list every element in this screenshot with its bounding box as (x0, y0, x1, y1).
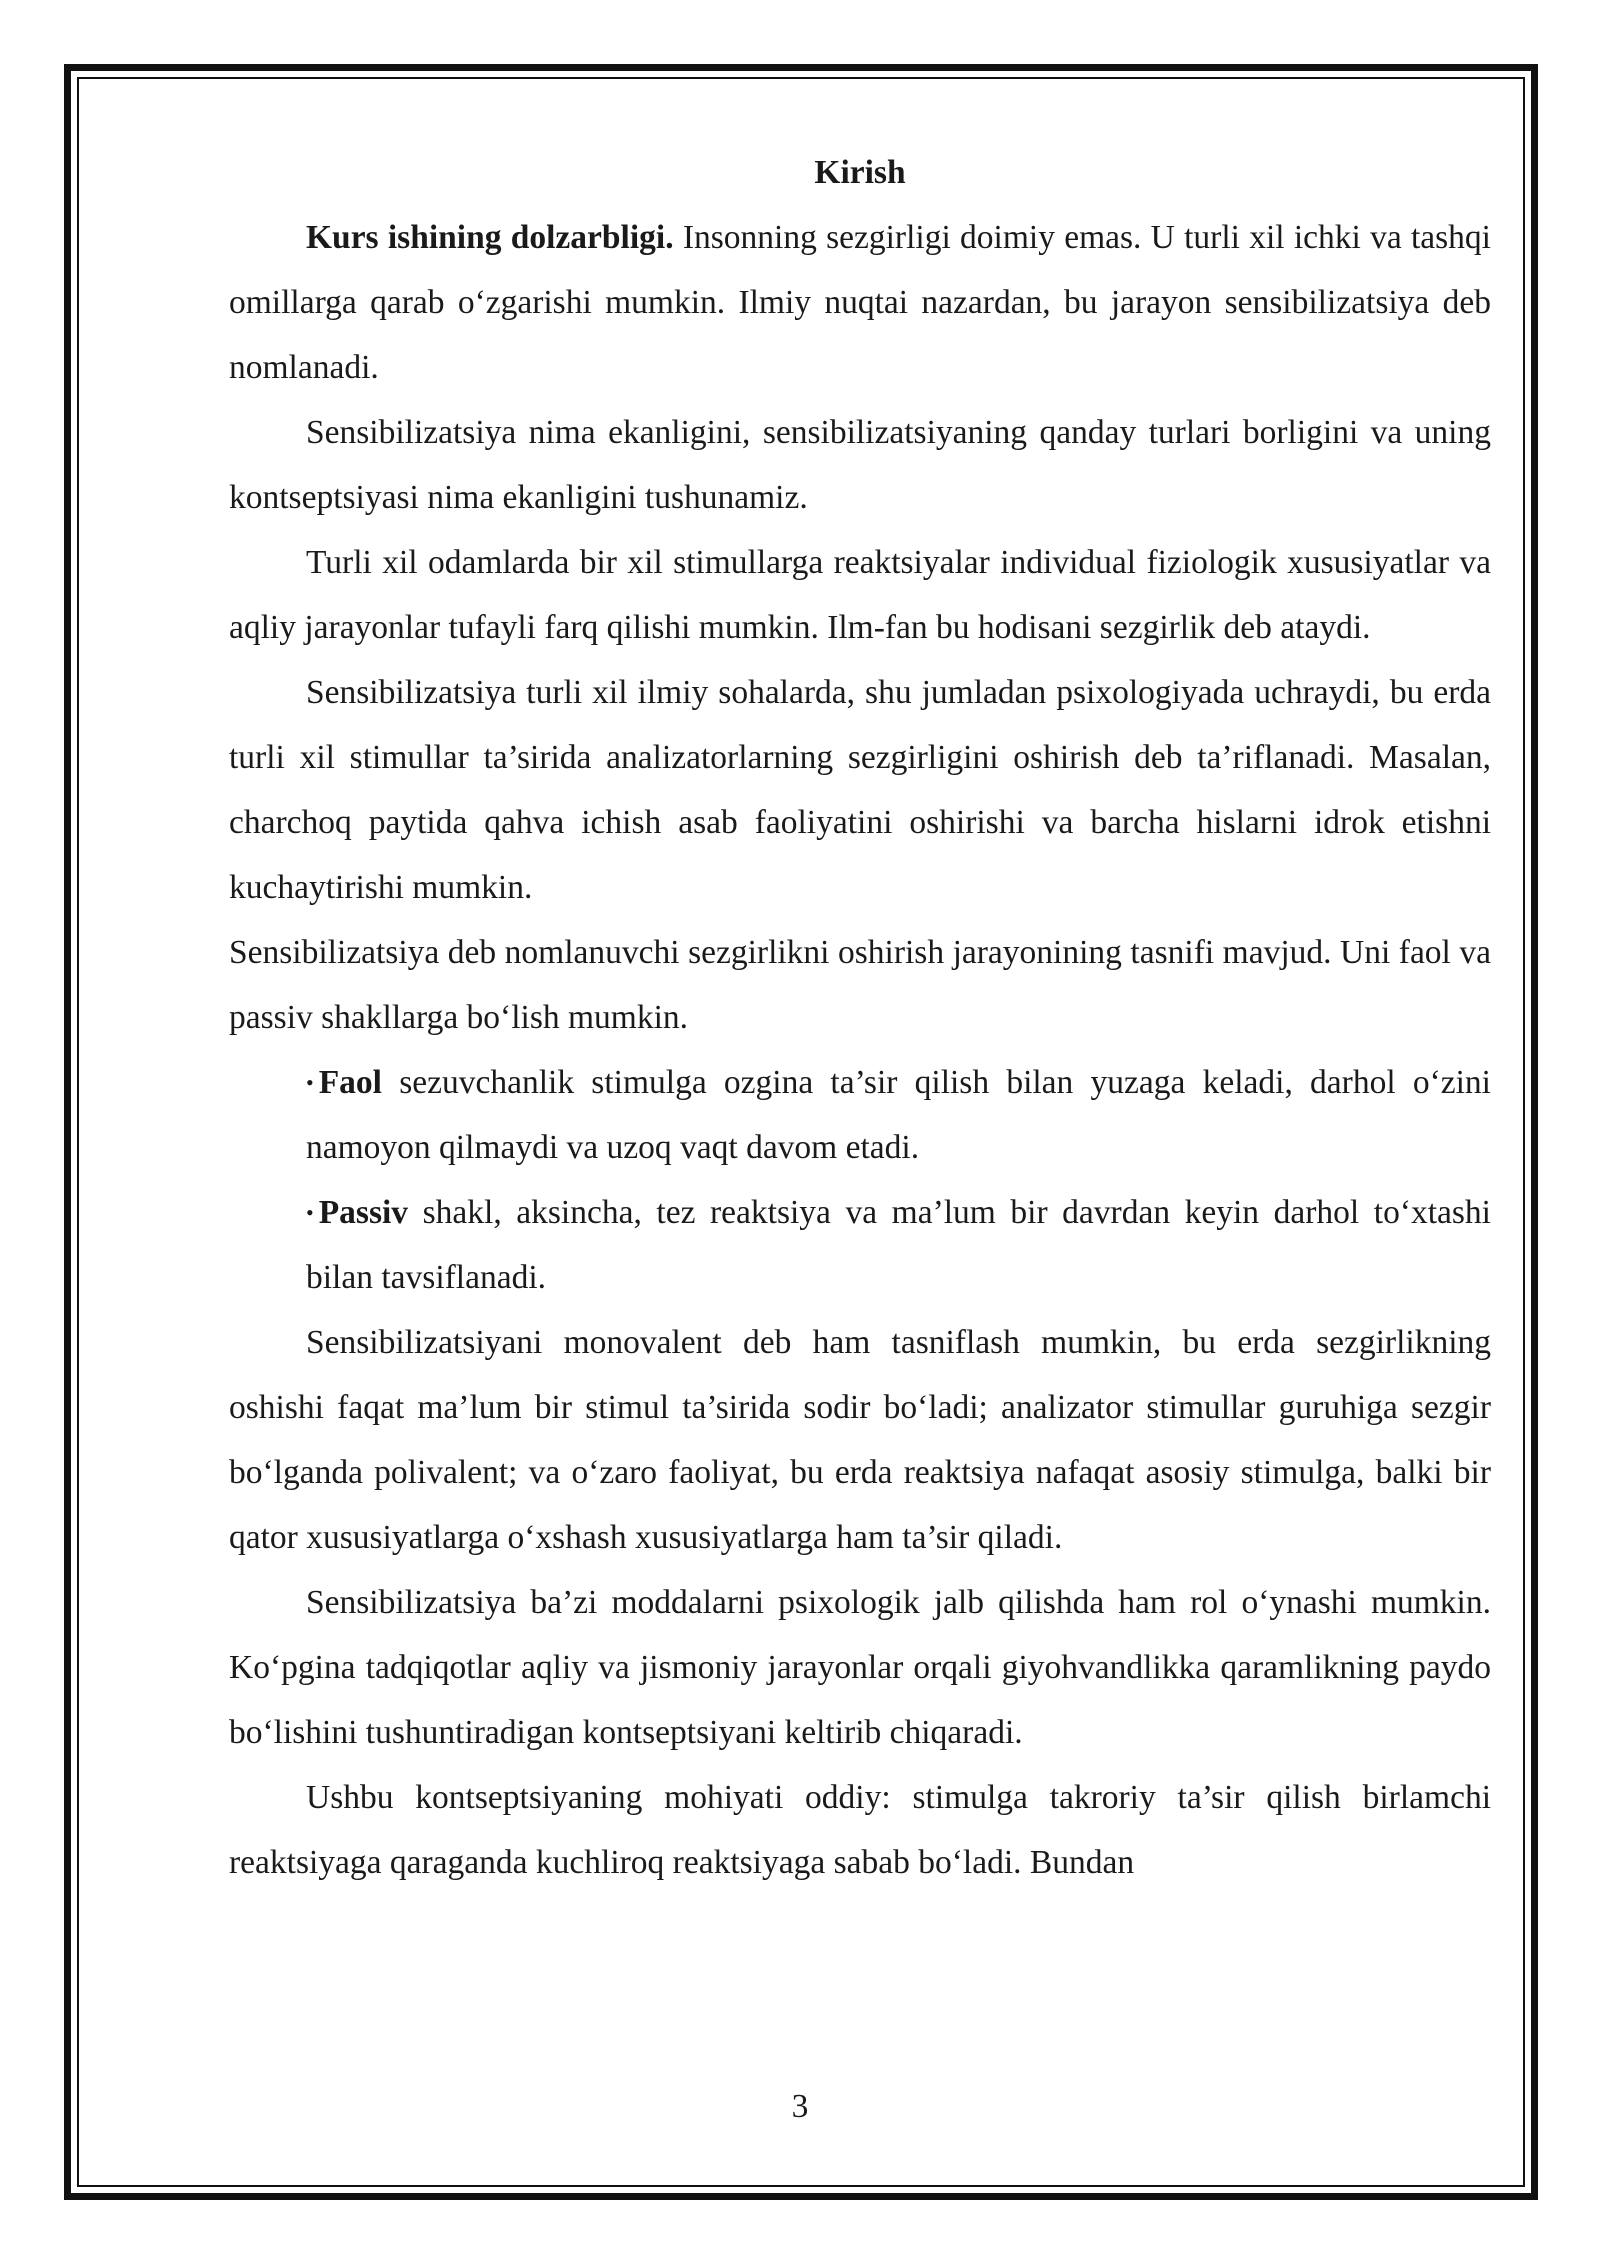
bullet-text: shakl, aksincha, tez reaktsiya va ma’lum bir davrdan keyin darhol to‘xtashi bilan tavsiflanadi. (306, 1194, 1491, 1296)
paragraph-2: Sensibilizatsiya nima ekanligini, sensibilizatsiyaning qanday turlari borligini va uning kontseptsiyasi nima ekanligini tushunamiz. (229, 414, 1491, 516)
bullet-item-active (229, 1050, 1491, 1180)
paragraph-5: Sensibilizatsiya deb nomlanuvchi sezgirlikni oshirish jarayonining tasnifi mavjud. Uni faol va passiv shakllarga bo‘lish mumkin. (229, 934, 1491, 1036)
paragraph-7: Sensibilizatsiya ba’zi moddalarni psixologik jalb qilishda ham rol o‘ynashi mumkin. Ko‘pgina tadqiqotlar aqliy va jismoniy jarayonlar orqali giyohvandlikka qaramlikning paydo bo‘lishini tushuntiradigan kontseptsiyani keltirib chiqaradi. (229, 1584, 1491, 1751)
paragraph-6: Sensibilizatsiyani monovalent deb ham tasniflash mumkin, bu erda sezgirlikning oshishi faqat ma’lum bir stimul ta’sirida sodir bo‘ladi; analizator stimullar guruhiga sezgir bo‘lganda polivalent; va o‘zaro faoliyat, bu erda reaktsiya nafaqat asosiy stimulga, balki bir qator xususiyatlarga o‘xshash xususiyatlarga ham ta’sir qiladi. (229, 1324, 1491, 1556)
bullet-icon: • (306, 1070, 314, 1095)
paragraph-8: Ushbu kontseptsiyaning mohiyati oddiy: stimulga takroriy ta’sir qilish birlamchi reaktsiyaga qaraganda kuchliroq reaktsiyaga sabab bo‘ladi. Bundan (229, 1779, 1491, 1881)
paragraph-lead-bold: Kurs ishining dolzarbligi. (306, 219, 674, 256)
document-body (229, 140, 1491, 1895)
bullet-lead-bold: Passiv (318, 1194, 409, 1231)
bullet-item-passive (229, 1180, 1491, 1310)
bullet-text: sezuvchanlik stimulga ozgina ta’sir qilish bilan yuzaga keladi, darhol o‘zini namoyon qilmaydi va uzoq vaqt davom etadi. (306, 1064, 1491, 1166)
bullet-icon: • (306, 1200, 314, 1225)
paragraph-text: Insonning sezgirligi doimiy emas. U turli xil ichki va tashqi omillarga qarab o‘zgarishi mumkin. Ilmiy nuqtai nazardan, bu jarayon sensibilizatsiya deb nomlanadi. (229, 219, 1491, 386)
paragraph-4: Sensibilizatsiya turli xil ilmiy sohalarda, shu jumladan psixologiyada uchraydi, bu erda turli xil stimullar ta’sirida analizatorlarning sezgirligini oshirish deb ta’riflanadi. Masalan, charchoq paytida qahva ichish asab faoliyatini oshirishi va barcha hislarni idrok etishni kuchaytirishi mumkin. (229, 674, 1491, 906)
bullet-lead-bold: Faol (318, 1064, 382, 1101)
section-title: Kirish (814, 154, 906, 191)
paragraph-relevance (229, 205, 1491, 400)
page-number: 3 (791, 2088, 809, 2125)
paragraph-3: Turli xil odamlarda bir xil stimullarga reaktsiyalar individual fiziologik xususiyatlar va aqliy jarayonlar tufayli farq qilishi mumkin. Ilm-fan bu hodisani sezgirlik deb ataydi. (229, 544, 1491, 646)
